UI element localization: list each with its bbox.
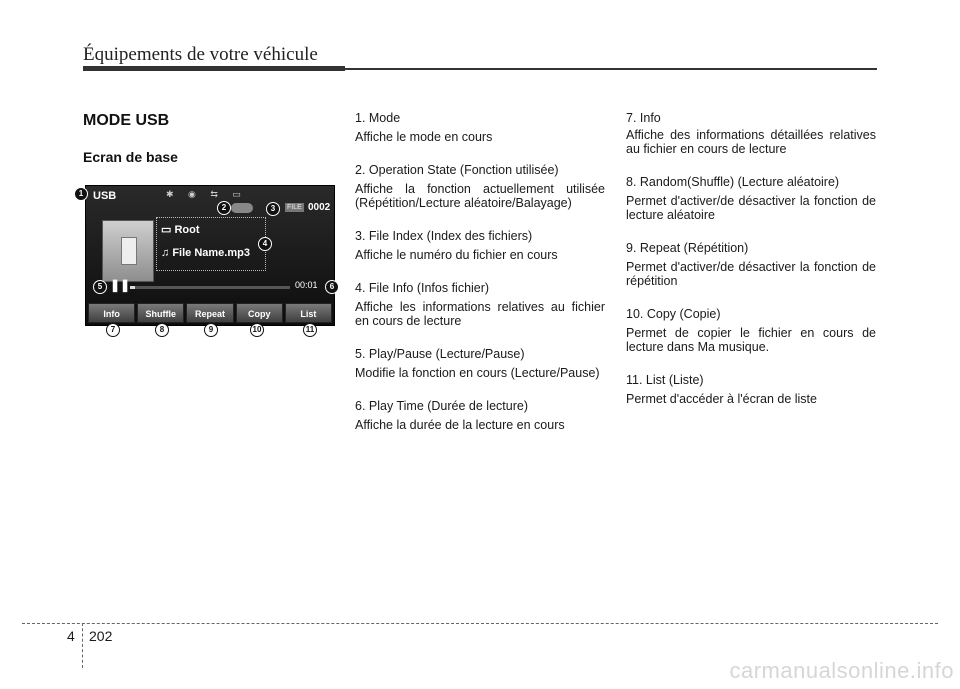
usb-device-icon	[102, 220, 154, 282]
list-button[interactable]: List	[285, 303, 332, 323]
list-item	[355, 163, 605, 210]
item-title: 2. Operation State (Fonction utilisée)	[355, 163, 559, 177]
callout-11: 11	[303, 323, 317, 337]
chapter-number: 4	[67, 628, 75, 644]
file-info-box	[156, 217, 266, 271]
item-desc: Affiche le numéro du fichier en cours	[355, 248, 558, 262]
music-note-icon: ♫	[161, 247, 173, 259]
page-number: 202	[89, 628, 113, 644]
list-item	[355, 229, 605, 262]
item-title: 1. Mode	[355, 111, 401, 125]
list-item	[355, 399, 605, 432]
status-icons: ✱ ◉ ⇆ ▭	[166, 189, 247, 199]
item-desc: Permet d'accéder à l'écran de liste	[626, 392, 817, 406]
folder-row	[161, 223, 200, 236]
item-title: 11. List (Liste)	[626, 373, 704, 387]
callout-6: 6	[325, 280, 339, 294]
item-desc: Affiche la durée de la lecture en cours	[355, 418, 565, 432]
item-title: 8. Random(Shuffle) (Lecture aléatoire)	[626, 175, 840, 189]
footer-divider	[82, 623, 83, 668]
item-title: 5. Play/Pause (Lecture/Pause)	[355, 347, 525, 361]
item-title: 9. Repeat (Répétition)	[626, 241, 749, 255]
header-rule	[83, 68, 877, 70]
file-index: 0002	[308, 202, 331, 213]
copy-button[interactable]: Copy	[236, 303, 283, 323]
callout-3: 3	[266, 202, 280, 216]
item-desc: Permet d'activer/de désactiver la fonction de lecture aléatoire	[626, 194, 876, 222]
subsection-title: Ecran de base	[83, 149, 178, 165]
folder-icon: ▭	[161, 224, 175, 236]
button-bar	[86, 303, 334, 323]
list-item	[626, 307, 876, 354]
item-desc: Affiche les informations relatives au fichier en cours de lecture	[355, 300, 605, 328]
item-desc: Affiche des informations détaillées relatives au fichier en cours de lecture	[626, 128, 876, 156]
list-item	[355, 111, 605, 144]
list-item	[626, 175, 876, 222]
item-title: 4. File Info (Infos fichier)	[355, 281, 490, 295]
pause-icon[interactable]: ❚❚	[110, 278, 131, 292]
callout-8: 8	[155, 323, 169, 337]
description-column-2	[355, 111, 605, 451]
item-desc: Permet de copier le fichier en cours de lecture dans Ma musique.	[626, 326, 876, 354]
usb-screen-figure	[85, 185, 335, 326]
song-row	[161, 247, 250, 259]
repeat-button[interactable]: Repeat	[186, 303, 233, 323]
play-time: 00:01	[295, 280, 318, 290]
callout-2: 2	[217, 201, 231, 215]
item-desc: Modifie la fonction en cours (Lecture/Pause)	[355, 366, 600, 380]
header-title: Équipements de votre véhicule	[83, 44, 318, 65]
item-title: 10. Copy (Copie)	[626, 307, 721, 321]
item-desc: Affiche le mode en cours	[355, 130, 493, 144]
callout-1: 1	[74, 187, 88, 201]
list-item	[626, 373, 876, 406]
item-title: 6. Play Time (Durée de lecture)	[355, 399, 528, 413]
section-title: MODE USB	[83, 112, 170, 129]
item-title: 7. Info	[626, 111, 661, 125]
shuffle-button[interactable]: Shuffle	[137, 303, 184, 323]
file-tag: FILE	[287, 204, 302, 211]
info-button[interactable]: Info	[88, 303, 135, 323]
item-desc: Permet d'activer/de désactiver la fonction de répétition	[626, 260, 876, 288]
callout-4: 4	[258, 237, 272, 251]
operation-state-icon	[231, 203, 253, 213]
description-column-3	[626, 111, 876, 425]
progress-bar	[130, 286, 290, 289]
file-name: File Name.mp3	[172, 247, 250, 259]
list-item	[626, 241, 876, 288]
mode-label: USB	[93, 190, 117, 202]
progress-fill	[130, 286, 135, 289]
folder-name: Root	[174, 224, 200, 236]
callout-5: 5	[93, 280, 107, 294]
callout-9: 9	[204, 323, 218, 337]
callout-10: 10	[250, 323, 264, 337]
list-item	[626, 111, 876, 156]
watermark: carmanualsonline.info	[729, 658, 954, 683]
list-item	[355, 347, 605, 380]
list-item	[355, 281, 605, 328]
item-desc: Affiche la fonction actuellement utilisée (Répétition/Lecture aléatoire/Balayage)	[355, 182, 605, 210]
item-title: 3. File Index (Index des fichiers)	[355, 229, 533, 243]
footer-rule	[22, 623, 938, 624]
callout-7: 7	[106, 323, 120, 337]
